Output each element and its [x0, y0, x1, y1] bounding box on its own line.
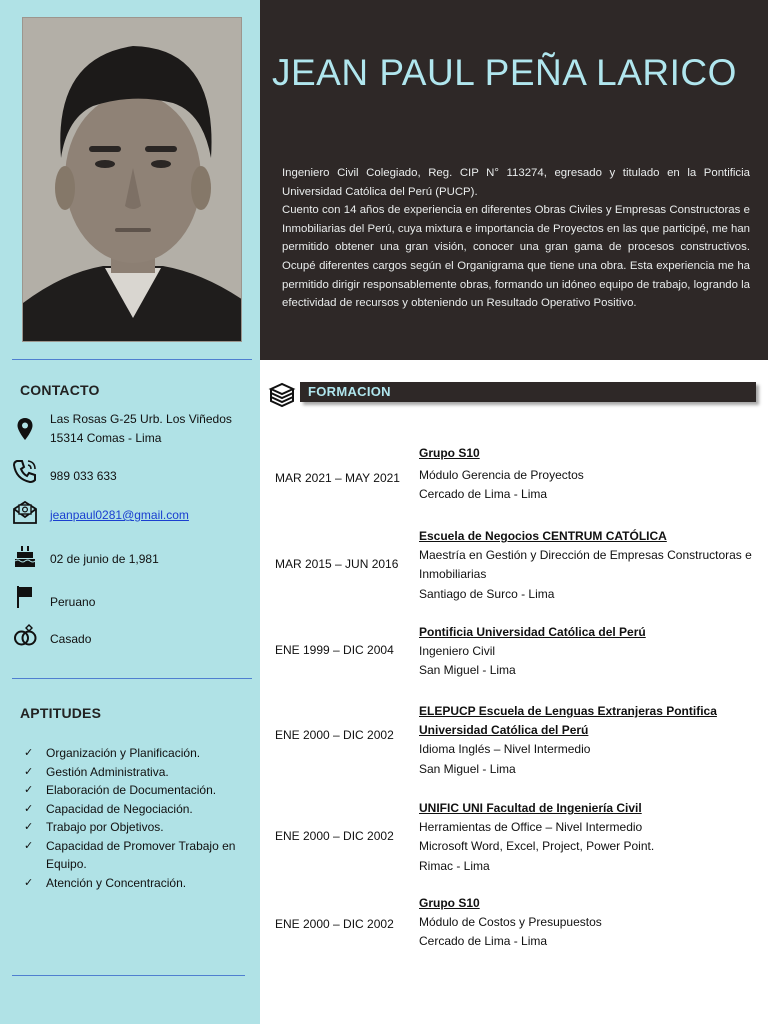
- education-location: Cercado de Lima - Lima: [419, 934, 548, 949]
- summary-paragraph-2: Cuento con 14 años de experiencia en diferentes Obras Civiles y Empresas Constructoras e Inmobiliarias del Perú, cuya mixtura e importancia de Proyectos en las que participé, me han permitido obtener una gran visión, conocer una gran gama de procesos constructivos. Ocupé diferentes cargos según el Organigrama que tiene una obra. Esta experiencia me ha permitido dirigir responsablemente obras, formando un idóneo equipo de trabajo, logrando la efectividad de recursos y obteniendo un Resultado Operativo Positivo.: [282, 204, 750, 310]
- skill-item: ✓ Atención y Concentración.: [22, 874, 252, 893]
- marital-status: Casado: [50, 632, 92, 646]
- education-detail: Maestría en Gestión y Dirección de Empresas Constructoras e Inmobiliarias: [419, 548, 752, 582]
- education-detail: Herramientas de Office – Nivel Intermedio: [419, 820, 643, 835]
- location-pin-icon: [12, 416, 38, 442]
- education-date: ENE 1999 – DIC 2004: [275, 643, 394, 657]
- phone-number: 989 033 633: [50, 469, 117, 483]
- books-icon: [268, 380, 296, 408]
- education-heading: FORMACION: [308, 384, 391, 399]
- education-date: ENE 2000 – DIC 2002: [275, 829, 394, 843]
- summary-paragraph-1: Ingeniero Civil Colegiado, Reg. CIP N° 113274, egresado y titulado en la Pontificia Universidad Católica del Perú (PUCP).: [282, 167, 750, 198]
- education-section-bar: [300, 382, 756, 402]
- education-institution: Pontificia Universidad Católica del Perú: [419, 625, 646, 639]
- full-name: JEAN PAUL PEÑA LARICO: [272, 52, 737, 93]
- skill-item: ✓ Elaboración de Documentación.: [22, 781, 252, 800]
- education-location: Santiago de Surco - Lima: [419, 586, 555, 601]
- education-date: ENE 2000 – DIC 2002: [275, 917, 394, 931]
- education-institution: ELEPUCP Escuela de Lenguas Extranjeras Pontifica Universidad Católica del Perú: [419, 704, 717, 738]
- education-detail: Idioma Inglés – Nivel Intermedio: [419, 742, 591, 757]
- profile-summary: [282, 164, 750, 313]
- education-detail: Módulo de Costos y Presupuestos: [419, 915, 602, 930]
- portrait-illustration: [23, 18, 242, 342]
- education-detail: Módulo Gerencia de Proyectos: [419, 468, 584, 483]
- skills-list: [22, 744, 252, 892]
- education-location: San Miguel - Lima: [419, 761, 516, 776]
- divider: [12, 975, 245, 976]
- divider: [12, 678, 252, 679]
- birth-date: 02 de junio de 1,981: [50, 552, 159, 566]
- divider: [12, 359, 252, 360]
- address-line-2: 15314 Comas - Lima: [50, 431, 162, 445]
- education-institution: Grupo S10: [419, 446, 480, 460]
- email-link[interactable]: jeanpaul0281@gmail.com: [50, 508, 189, 522]
- birthday-cake-icon: [12, 543, 38, 569]
- education-detail: Ingeniero Civil: [419, 644, 496, 659]
- address-line-1: Las Rosas G-25 Urb. Los Viñedos: [50, 412, 232, 426]
- education-location: San Miguel - Lima: [419, 663, 516, 678]
- skills-heading: APTITUDES: [20, 705, 102, 721]
- skill-item: ✓ Capacidad de Negociación.: [22, 800, 252, 819]
- education-institution: UNIFIC UNI Facultad de Ingeniería Civil: [419, 801, 642, 815]
- contact-heading: CONTACTO: [20, 382, 100, 398]
- header: [260, 0, 768, 360]
- education-institution: Grupo S10: [419, 896, 480, 910]
- skill-item: ✓ Capacidad de Promover Trabajo en Equipo.: [22, 837, 252, 874]
- flag-icon: [12, 584, 38, 610]
- education-date: MAR 2021 – MAY 2021: [275, 471, 400, 485]
- education-detail: Microsoft Word, Excel, Project, Power Point.: [419, 839, 655, 854]
- education-date: ENE 2000 – DIC 2002: [275, 728, 394, 742]
- skill-item: ✓ Trabajo por Objetivos.: [22, 818, 252, 837]
- education-location: Rimac - Lima: [419, 858, 490, 873]
- phone-icon: [12, 458, 38, 484]
- email-icon: [12, 499, 38, 525]
- education-date: MAR 2015 – JUN 2016: [275, 557, 399, 571]
- wedding-rings-icon: [12, 623, 38, 649]
- sidebar: [0, 0, 260, 1024]
- skill-item: ✓ Organización y Planificación.: [22, 744, 252, 763]
- profile-photo: [22, 17, 242, 342]
- education-institution: Escuela de Negocios CENTRUM CATÓLICA: [419, 529, 667, 543]
- skill-item: ✓ Gestión Administrativa.: [22, 763, 252, 782]
- education-location: Cercado de Lima - Lima: [419, 487, 548, 502]
- nationality: Peruano: [50, 595, 96, 609]
